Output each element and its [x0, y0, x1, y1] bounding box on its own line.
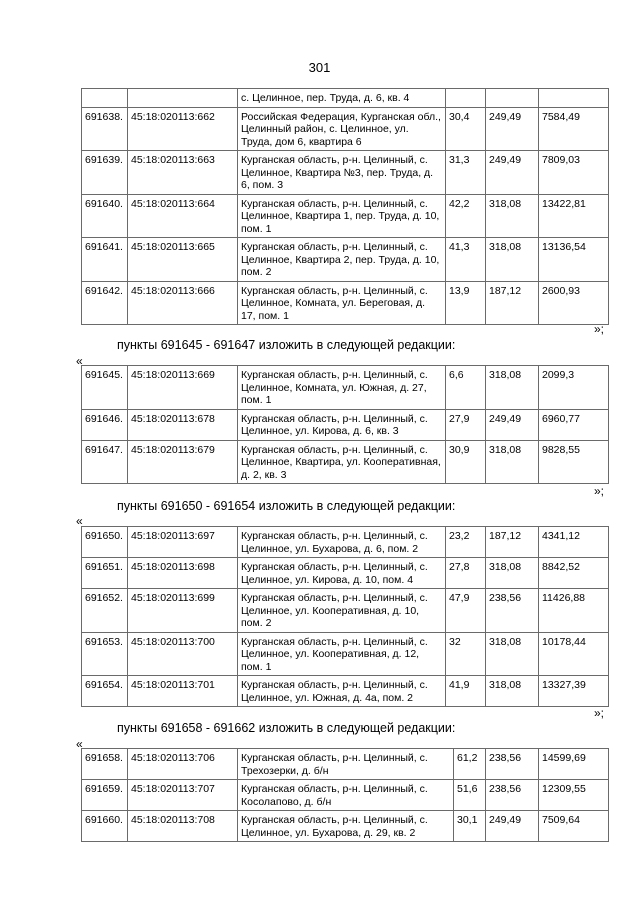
row-number: 691650.: [82, 527, 128, 558]
address: Курганская область, р-н. Целинный, с. Целинное, Комната, ул. Береговая, д. 17, пом. 1: [238, 281, 446, 325]
area-value: 31,3: [446, 151, 486, 195]
rate-value: [486, 89, 539, 108]
table-row: [82, 409, 609, 440]
area-value: 30,4: [446, 107, 486, 151]
table-row: [82, 558, 609, 589]
area-value: 27,8: [446, 558, 486, 589]
area-value: 41,9: [446, 676, 486, 707]
row-number: 691642.: [82, 281, 128, 325]
table-row: [82, 676, 609, 707]
address: Курганская область, р-н. Целинный, с. Целинное, Квартира 2, пер. Труда, д. 10, пом. 2: [238, 238, 446, 282]
row-number: 691640.: [82, 194, 128, 238]
row-number: 691651.: [82, 558, 128, 589]
rate-value: 318,08: [486, 440, 539, 484]
page-number: 301: [308, 60, 331, 75]
row-number: 691646.: [82, 409, 128, 440]
opening-quote: «: [76, 354, 83, 368]
area-value: 23,2: [446, 527, 486, 558]
data-table: [81, 88, 609, 325]
data-table: [81, 748, 609, 842]
rate-value: 238,56: [486, 749, 539, 780]
address: с. Целинное, пер. Труда, д. 6, кв. 4: [238, 89, 446, 108]
address: Курганская область, р-н. Целинный, с. Косолапово, д. б/н: [238, 780, 454, 811]
table-row: [82, 440, 609, 484]
row-number: 691638.: [82, 107, 128, 151]
rate-value: 187,12: [486, 281, 539, 325]
table-row: [82, 589, 609, 633]
opening-quote: «: [76, 737, 83, 751]
cadastral-number: 45:18:020113:708: [128, 811, 238, 842]
table-row: [82, 527, 609, 558]
rate-value: 249,49: [486, 107, 539, 151]
row-number: 691652.: [82, 589, 128, 633]
rate-value: 238,56: [486, 589, 539, 633]
address: Курганская область, р-н. Целинный, с. Целинное, ул. Кооперативная, д. 12, пом. 1: [238, 632, 446, 676]
table-row: [82, 632, 609, 676]
table-body: [82, 527, 609, 707]
sum-value: 11426,88: [539, 589, 609, 633]
table-row: [82, 281, 609, 325]
sum-value: 13422,81: [539, 194, 609, 238]
area-value: [446, 89, 486, 108]
sum-value: 13136,54: [539, 238, 609, 282]
rate-value: 249,49: [486, 409, 539, 440]
row-number: 691639.: [82, 151, 128, 195]
area-value: 13,9: [446, 281, 486, 325]
rate-value: 249,49: [486, 151, 539, 195]
area-value: 61,2: [454, 749, 486, 780]
area-value: 27,9: [446, 409, 486, 440]
row-number: 691647.: [82, 440, 128, 484]
row-number: 691660.: [82, 811, 128, 842]
table-row: [82, 811, 609, 842]
amendment-instruction: пункты 691650 - 691654 изложить в следующей редакции:: [117, 499, 456, 513]
data-table: [81, 365, 609, 484]
data-table: [81, 526, 609, 707]
opening-quote: «: [76, 514, 83, 528]
cadastral-number: 45:18:020113:662: [128, 107, 238, 151]
cadastral-number: 45:18:020113:679: [128, 440, 238, 484]
cadastral-number: 45:18:020113:700: [128, 632, 238, 676]
address: Курганская область, р-н. Целинный, с. Целинное, Комната, ул. Южная, д. 27, пом. 1: [238, 366, 446, 410]
area-value: 6,6: [446, 366, 486, 410]
row-number: 691654.: [82, 676, 128, 707]
rate-value: 238,56: [486, 780, 539, 811]
address: Курганская область, р-н. Целинный, с. Трехозерки, д. б/н: [238, 749, 454, 780]
cadastral-number: 45:18:020113:706: [128, 749, 238, 780]
row-number: 691658.: [82, 749, 128, 780]
cadastral-number: 45:18:020113:698: [128, 558, 238, 589]
area-value: 51,6: [454, 780, 486, 811]
sum-value: 12309,55: [539, 780, 609, 811]
table-row: [82, 366, 609, 410]
rate-value: 318,08: [486, 238, 539, 282]
rate-value: 318,08: [486, 558, 539, 589]
cadastral-number: 45:18:020113:697: [128, 527, 238, 558]
cadastral-number: 45:18:020113:707: [128, 780, 238, 811]
sum-value: 7509,64: [539, 811, 609, 842]
table-row: [82, 194, 609, 238]
table-row: [82, 89, 609, 108]
sum-value: 7584,49: [539, 107, 609, 151]
cadastral-number: 45:18:020113:701: [128, 676, 238, 707]
cadastral-number: 45:18:020113:663: [128, 151, 238, 195]
row-number: 691645.: [82, 366, 128, 410]
sum-value: [539, 89, 609, 108]
row-number: 691641.: [82, 238, 128, 282]
area-value: 30,1: [454, 811, 486, 842]
address: Курганская область, р-н. Целинный, с. Целинное, Квартира №3, пер. Труда, д. 6, пом. 3: [238, 151, 446, 195]
table-row: [82, 749, 609, 780]
address: Российская Федерация, Курганская обл., Целинный район, с. Целинное, ул. Труда, дом 6, квартира 6: [238, 107, 446, 151]
amendment-instruction: пункты 691658 - 691662 изложить в следующей редакции:: [117, 721, 456, 735]
area-value: 42,2: [446, 194, 486, 238]
row-number: 691653.: [82, 632, 128, 676]
address: Курганская область, р-н. Целинный, с. Целинное, ул. Кирова, д. 10, пом. 4: [238, 558, 446, 589]
sum-value: 2600,93: [539, 281, 609, 325]
sum-value: 2099,3: [539, 366, 609, 410]
sum-value: 10178,44: [539, 632, 609, 676]
cadastral-number: 45:18:020113:678: [128, 409, 238, 440]
closing-quote: »;: [594, 706, 605, 720]
cadastral-number: 45:18:020113:666: [128, 281, 238, 325]
address: Курганская область, р-н. Целинный, с. Целинное, Квартира 1, пер. Труда, д. 10, пом. 1: [238, 194, 446, 238]
area-value: 30,9: [446, 440, 486, 484]
address: Курганская область, р-н. Целинный, с. Целинное, ул. Кооперативная, д. 10, пом. 2: [238, 589, 446, 633]
address: Курганская область, р-н. Целинный, с. Целинное, Квартира, ул. Кооперативная, д. 2, кв. 3: [238, 440, 446, 484]
rate-value: 318,08: [486, 676, 539, 707]
table-row: [82, 151, 609, 195]
sum-value: 4341,12: [539, 527, 609, 558]
address: Курганская область, р-н. Целинный, с. Целинное, ул. Кирова, д. 6, кв. 3: [238, 409, 446, 440]
address: Курганская область, р-н. Целинный, с. Целинное, ул. Бухарова, д. 6, пом. 2: [238, 527, 446, 558]
table-body: [82, 749, 609, 842]
address: Курганская область, р-н. Целинный, с. Целинное, ул. Южная, д. 4а, пом. 2: [238, 676, 446, 707]
table-body: [82, 89, 609, 325]
cadastral-number: 45:18:020113:665: [128, 238, 238, 282]
rate-value: 318,08: [486, 366, 539, 410]
sum-value: 9828,55: [539, 440, 609, 484]
rate-value: 318,08: [486, 194, 539, 238]
area-value: 32: [446, 632, 486, 676]
rate-value: 318,08: [486, 632, 539, 676]
closing-quote: »;: [594, 322, 605, 336]
table-row: [82, 107, 609, 151]
sum-value: 6960,77: [539, 409, 609, 440]
table-row: [82, 238, 609, 282]
cadastral-number: 45:18:020113:669: [128, 366, 238, 410]
row-number: [82, 89, 128, 108]
table-row: [82, 780, 609, 811]
area-value: 41,3: [446, 238, 486, 282]
rate-value: 249,49: [486, 811, 539, 842]
sum-value: 13327,39: [539, 676, 609, 707]
sum-value: 7809,03: [539, 151, 609, 195]
sum-value: 8842,52: [539, 558, 609, 589]
table-body: [82, 366, 609, 484]
amendment-instruction: пункты 691645 - 691647 изложить в следующей редакции:: [117, 338, 456, 352]
closing-quote: »;: [594, 484, 605, 498]
cadastral-number: 45:18:020113:699: [128, 589, 238, 633]
sum-value: 14599,69: [539, 749, 609, 780]
cadastral-number: 45:18:020113:664: [128, 194, 238, 238]
area-value: 47,9: [446, 589, 486, 633]
cadastral-number: [128, 89, 238, 108]
row-number: 691659.: [82, 780, 128, 811]
rate-value: 187,12: [486, 527, 539, 558]
address: Курганская область, р-н. Целинный, с. Целинное, ул. Бухарова, д. 29, кв. 2: [238, 811, 454, 842]
